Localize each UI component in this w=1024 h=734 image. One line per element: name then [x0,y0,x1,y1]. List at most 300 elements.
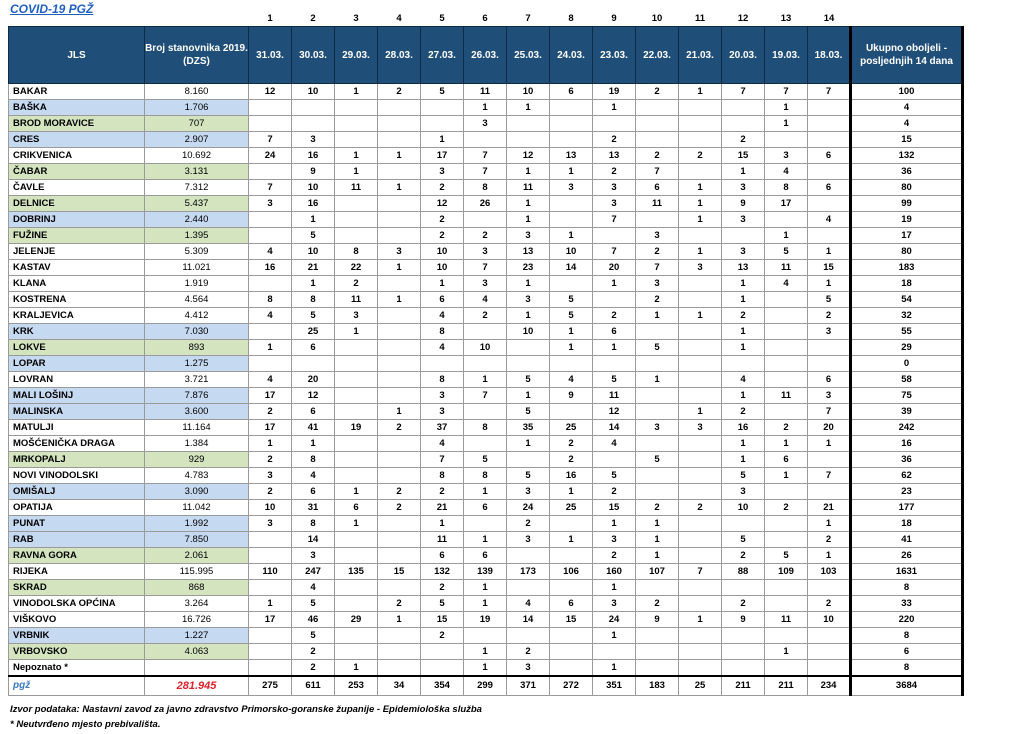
case-count-cell [378,116,421,132]
case-count-cell: 5 [765,244,808,260]
summary-count-cell: 34 [378,676,421,696]
case-count-cell [679,532,722,548]
municipality-name: LOVRAN [9,372,145,388]
case-count-cell: 1 [808,436,851,452]
case-count-cell: 2 [636,244,679,260]
case-count-cell: 15 [550,612,593,628]
header-date: 29.03. [335,27,378,84]
header-date: 27.03. [421,27,464,84]
case-count-cell: 2 [808,596,851,612]
municipality-name: VRBOVSKO [9,644,145,660]
total-cell: 132 [851,148,963,164]
case-count-cell: 1 [808,244,851,260]
case-count-cell: 5 [636,340,679,356]
case-count-cell: 6 [421,292,464,308]
case-count-cell [808,660,851,677]
population-cell: 11.164 [145,420,249,436]
population-cell: 2.440 [145,212,249,228]
case-count-cell: 1 [292,276,335,292]
case-count-cell [765,308,808,324]
case-count-cell: 3 [808,388,851,404]
case-count-cell: 2 [636,148,679,164]
case-count-cell: 1 [507,164,550,180]
case-count-cell: 2 [421,180,464,196]
case-count-cell: 11 [765,260,808,276]
case-count-cell [464,436,507,452]
header-population: Broj stanovnika 2019. (DZS) [145,27,249,84]
case-count-cell: 9 [550,388,593,404]
case-count-cell: 5 [507,404,550,420]
case-count-cell: 5 [550,308,593,324]
case-count-cell: 20 [808,420,851,436]
case-count-cell: 7 [464,388,507,404]
case-count-cell: 2 [378,420,421,436]
case-count-cell [464,516,507,532]
column-number: 14 [823,13,835,24]
population-cell: 1.227 [145,628,249,644]
table-row [9,308,963,324]
case-count-cell: 9 [636,612,679,628]
table-row [9,484,963,500]
total-cell: 58 [851,372,963,388]
case-count-cell [550,548,593,564]
case-count-cell: 1 [722,340,765,356]
municipality-name: KRALJEVICA [9,308,145,324]
table-row [9,244,963,260]
case-count-cell: 5 [421,596,464,612]
total-cell: 36 [851,452,963,468]
case-count-cell: 4 [292,468,335,484]
table-row [9,548,963,564]
case-count-cell: 16 [722,420,765,436]
case-count-cell: 8 [292,516,335,532]
total-cell: 33 [851,596,963,612]
case-count-cell: 2 [421,580,464,596]
case-count-cell [378,580,421,596]
population-cell [145,660,249,677]
column-number: 1 [267,13,273,24]
case-count-cell: 6 [292,484,335,500]
case-count-cell: 1 [464,372,507,388]
case-count-cell: 46 [292,612,335,628]
table-row [9,276,963,292]
population-cell: 893 [145,340,249,356]
total-cell: 100 [851,84,963,100]
case-count-cell: 1 [464,100,507,116]
case-count-cell: 3 [292,548,335,564]
case-count-cell: 1 [636,372,679,388]
total-cell: 16 [851,436,963,452]
case-count-cell [679,228,722,244]
case-count-cell: 1 [507,196,550,212]
case-count-cell: 4 [249,372,292,388]
case-count-cell [808,340,851,356]
population-cell: 7.030 [145,324,249,340]
case-count-cell: 6 [636,180,679,196]
case-count-cell [808,452,851,468]
case-count-cell: 3 [722,244,765,260]
municipality-name: BAŠKA [9,100,145,116]
case-count-cell [292,116,335,132]
case-count-cell [550,628,593,644]
case-count-cell: 2 [679,500,722,516]
table-row [9,260,963,276]
case-count-cell: 2 [636,84,679,100]
case-count-cell: 1 [722,436,765,452]
case-count-cell: 9 [722,612,765,628]
total-cell: 62 [851,468,963,484]
summary-count-cell: 371 [507,676,550,696]
case-count-cell: 1 [636,308,679,324]
total-cell: 6 [851,644,963,660]
population-cell: 8.160 [145,84,249,100]
municipality-name: KLANA [9,276,145,292]
case-count-cell: 1 [722,164,765,180]
case-count-cell [765,596,808,612]
case-count-cell [808,356,851,372]
population-cell: 11.021 [145,260,249,276]
case-count-cell: 1 [636,532,679,548]
case-count-cell: 109 [765,564,808,580]
population-cell: 4.412 [145,308,249,324]
case-count-cell: 1 [464,580,507,596]
case-count-cell: 12 [593,404,636,420]
case-count-cell [335,100,378,116]
case-count-cell: 5 [808,292,851,308]
case-count-cell: 1 [507,212,550,228]
summary-count-cell: 25 [679,676,722,696]
column-number: 5 [439,13,445,24]
case-count-cell [249,116,292,132]
total-cell: 39 [851,404,963,420]
case-count-cell: 10 [550,244,593,260]
case-count-cell: 1 [593,628,636,644]
population-cell: 1.992 [145,516,249,532]
case-count-cell: 8 [464,180,507,196]
header-jls: JLS [9,27,145,84]
case-count-cell: 3 [636,276,679,292]
case-count-cell [378,100,421,116]
case-count-cell [722,628,765,644]
table-row [9,644,963,660]
case-count-cell [335,580,378,596]
case-count-cell: 3 [249,196,292,212]
case-count-cell: 160 [593,564,636,580]
case-count-cell [550,196,593,212]
case-count-cell [550,660,593,677]
case-count-cell: 5 [292,228,335,244]
case-count-cell: 3 [378,244,421,260]
table-row [9,516,963,532]
case-count-cell [722,660,765,677]
case-count-cell: 2 [636,596,679,612]
case-count-cell: 1 [249,340,292,356]
municipality-name: OMIŠALJ [9,484,145,500]
case-count-cell [335,388,378,404]
case-count-cell: 1 [378,612,421,628]
case-count-cell: 19 [593,84,636,100]
case-count-cell: 5 [292,308,335,324]
case-count-cell: 15 [593,500,636,516]
case-count-cell: 7 [765,84,808,100]
case-count-cell: 3 [722,180,765,196]
case-count-cell [593,116,636,132]
case-count-cell: 6 [550,84,593,100]
case-count-cell: 4 [593,436,636,452]
total-cell: 26 [851,548,963,564]
case-count-cell: 7 [722,84,765,100]
case-count-cell: 7 [593,244,636,260]
case-count-cell: 8 [464,420,507,436]
case-count-cell: 7 [464,164,507,180]
municipality-name: Nepoznato * [9,660,145,677]
case-count-cell: 1 [679,196,722,212]
case-count-cell [636,644,679,660]
case-count-cell: 2 [808,308,851,324]
case-count-cell: 5 [636,452,679,468]
summary-count-cell: 234 [808,676,851,696]
total-cell: 41 [851,532,963,548]
case-count-cell [507,452,550,468]
case-count-cell: 3 [335,308,378,324]
case-count-cell: 13 [550,148,593,164]
case-count-cell [636,324,679,340]
municipality-name: JELENJE [9,244,145,260]
population-cell: 115.995 [145,564,249,580]
case-count-cell [378,372,421,388]
case-count-cell: 2 [507,516,550,532]
header-row [9,27,963,84]
case-count-cell: 10 [507,84,550,100]
case-count-cell [765,404,808,420]
case-count-cell: 25 [550,420,593,436]
case-count-cell [636,388,679,404]
case-count-cell: 1 [464,644,507,660]
case-count-cell: 14 [507,612,550,628]
case-count-cell: 41 [292,420,335,436]
case-count-cell: 5 [550,292,593,308]
case-count-cell: 9 [722,196,765,212]
case-count-cell: 4 [249,244,292,260]
case-count-cell [378,532,421,548]
case-count-cell: 2 [593,548,636,564]
case-count-cell: 5 [593,372,636,388]
case-count-cell [679,132,722,148]
total-cell: 99 [851,196,963,212]
case-count-cell: 20 [593,260,636,276]
case-count-cell: 7 [808,84,851,100]
case-count-cell: 1 [593,100,636,116]
population-cell: 1.275 [145,356,249,372]
case-count-cell: 3 [507,484,550,500]
case-count-cell: 11 [335,292,378,308]
case-count-cell: 1 [464,484,507,500]
population-cell: 1.706 [145,100,249,116]
case-count-cell: 5 [765,548,808,564]
case-count-cell: 107 [636,564,679,580]
municipality-name: MOŠĆENIČKA DRAGA [9,436,145,452]
case-count-cell: 5 [507,372,550,388]
case-count-cell [679,388,722,404]
case-count-cell: 14 [292,532,335,548]
case-count-cell [421,660,464,677]
case-count-cell: 110 [249,564,292,580]
case-count-cell: 5 [292,596,335,612]
population-cell: 16.726 [145,612,249,628]
header-date: 20.03. [722,27,765,84]
case-count-cell: 13 [507,244,550,260]
case-count-cell: 10 [421,244,464,260]
column-number: 4 [396,13,402,24]
footnote: * Neutvrđeno mjesto prebivališta. [10,719,161,730]
case-count-cell [765,628,808,644]
case-count-cell: 2 [593,164,636,180]
case-count-cell [722,516,765,532]
case-count-cell: 1 [636,516,679,532]
case-count-cell: 8 [421,324,464,340]
case-count-cell: 6 [464,548,507,564]
case-count-cell: 2 [550,452,593,468]
case-count-cell [550,132,593,148]
case-count-cell [335,452,378,468]
total-cell: 8 [851,580,963,596]
case-count-cell [636,116,679,132]
population-cell: 2.907 [145,132,249,148]
column-number: 3 [353,13,359,24]
case-count-cell [464,324,507,340]
case-count-cell [378,164,421,180]
case-count-cell: 135 [335,564,378,580]
table-row [9,196,963,212]
case-count-cell: 4 [808,212,851,228]
summary-count-cell: 253 [335,676,378,696]
case-count-cell [249,356,292,372]
municipality-name: PUNAT [9,516,145,532]
municipality-name: VIŠKOVO [9,612,145,628]
population-cell: 707 [145,116,249,132]
case-count-cell: 1 [550,340,593,356]
case-count-cell [249,580,292,596]
case-count-cell: 3 [636,228,679,244]
case-count-cell: 6 [292,404,335,420]
case-count-cell [765,532,808,548]
total-cell: 8 [851,628,963,644]
case-count-cell [464,212,507,228]
case-count-cell: 21 [421,500,464,516]
case-count-cell [550,212,593,228]
case-count-cell [335,356,378,372]
case-count-cell: 3 [593,532,636,548]
case-count-cell: 1 [507,308,550,324]
case-count-cell: 31 [292,500,335,516]
case-count-cell: 2 [550,436,593,452]
case-count-cell: 132 [421,564,464,580]
case-count-cell: 1 [722,276,765,292]
case-count-cell [378,212,421,228]
case-count-cell [679,276,722,292]
case-count-cell: 2 [378,84,421,100]
case-count-cell [636,628,679,644]
case-count-cell: 1 [292,212,335,228]
case-count-cell: 3 [507,660,550,677]
case-count-cell [507,580,550,596]
municipality-name: CRES [9,132,145,148]
municipality-name: BAKAR [9,84,145,100]
table-row [9,580,963,596]
case-count-cell: 2 [722,596,765,612]
case-count-cell [679,644,722,660]
total-cell: 18 [851,516,963,532]
summary-count-cell: 354 [421,676,464,696]
case-count-cell: 5 [464,452,507,468]
case-count-cell [593,228,636,244]
population-cell: 3.264 [145,596,249,612]
population-cell: 7.876 [145,388,249,404]
case-count-cell [421,100,464,116]
table-row [9,212,963,228]
case-count-cell: 14 [593,420,636,436]
case-count-cell: 26 [464,196,507,212]
case-count-cell: 8 [335,244,378,260]
case-count-cell [636,132,679,148]
case-count-cell [378,276,421,292]
header-date: 23.03. [593,27,636,84]
case-count-cell: 2 [507,644,550,660]
case-count-cell [636,580,679,596]
municipality-name: MALINSKA [9,404,145,420]
case-count-cell [378,548,421,564]
case-count-cell [335,468,378,484]
case-count-cell: 3 [464,116,507,132]
case-count-cell [421,116,464,132]
case-count-cell: 5 [593,468,636,484]
case-count-cell: 6 [593,324,636,340]
case-count-cell: 2 [292,660,335,677]
case-count-cell: 1 [808,276,851,292]
total-cell: 220 [851,612,963,628]
case-count-cell: 4 [421,340,464,356]
header-date: 24.03. [550,27,593,84]
total-cell: 4 [851,100,963,116]
case-count-cell: 1 [679,212,722,228]
total-cell: 29 [851,340,963,356]
column-number: 13 [780,13,792,24]
case-count-cell [378,644,421,660]
case-count-cell: 1 [507,436,550,452]
case-count-cell: 10 [464,340,507,356]
case-count-cell [335,340,378,356]
case-count-cell: 1 [679,308,722,324]
case-count-cell: 1 [765,228,808,244]
case-count-cell [679,436,722,452]
population-cell: 4.564 [145,292,249,308]
case-count-cell [636,436,679,452]
table-row [9,132,963,148]
case-count-cell: 11 [593,388,636,404]
table-row [9,436,963,452]
total-cell: 19 [851,212,963,228]
table-row [9,180,963,196]
case-count-cell: 1 [593,516,636,532]
case-count-cell: 1 [378,292,421,308]
case-count-cell [808,628,851,644]
case-count-cell [679,484,722,500]
case-count-cell [808,196,851,212]
summary-count-cell: 351 [593,676,636,696]
case-count-cell [636,404,679,420]
total-cell: 0 [851,356,963,372]
case-count-cell: 3 [249,468,292,484]
